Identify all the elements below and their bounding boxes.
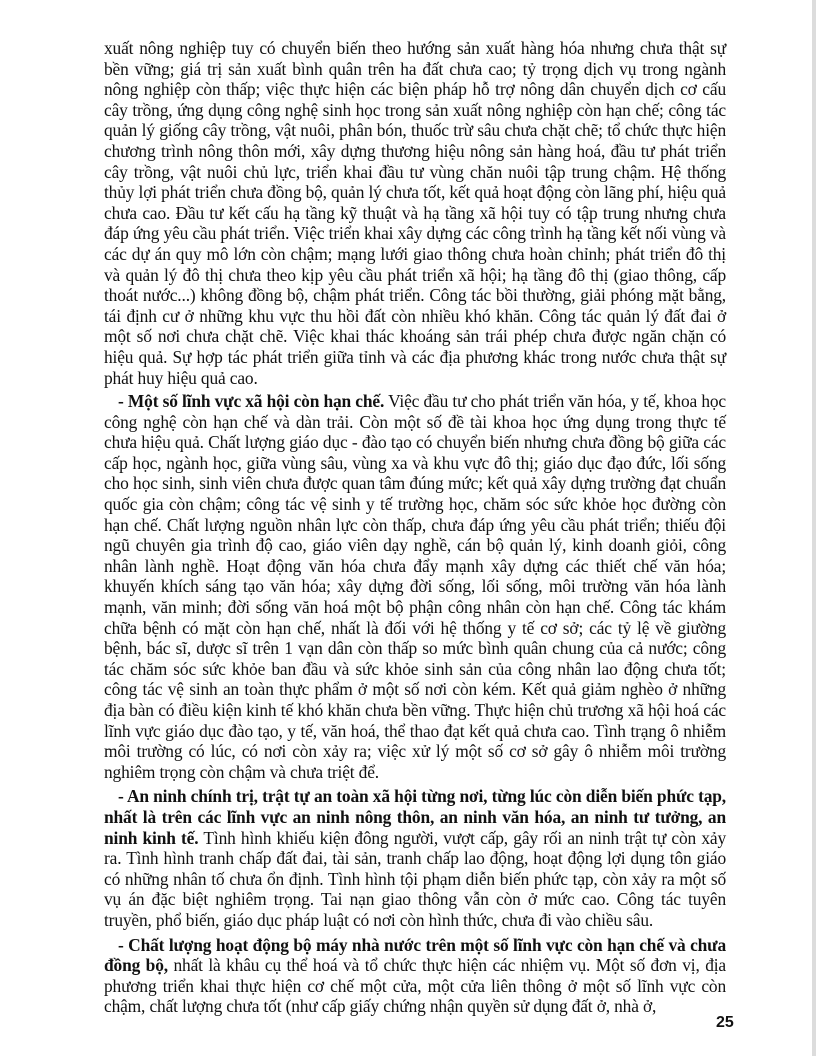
scan-edge bbox=[812, 0, 816, 1056]
paragraph-3-text: Tình hình khiếu kiện đông người, vượt cấp, gây rối an ninh trật tự còn xảy ra. Tình hình tranh chấp đất đai, tài sản, tranh chấp lao động, hoạt động lợi dụng tôn giáo có những nhân tố chưa ổn định. Tình hình tội phạm diễn biến phức tạp, còn xảy ra một số vụ án đặc biệt nghiêm trọng. Tai nạn giao thông vẫn còn ở mức cao. Công tác tuyên truyền, phổ biến, giáo dục pháp luật có nơi còn hình thức, chưa đi vào chiều sâu. bbox=[104, 827, 726, 930]
page-body bbox=[104, 38, 726, 1017]
paragraph-2-text: Việc đầu tư cho phát triển văn hóa, y tế, khoa học công nghệ còn hạn chế và dàn trải. Còn một số đề tài khoa học ứng dụng trong thực tế chưa hiệu quả. Chất lượng giáo dục - đào tạo có chuyển biến nhưng chưa đồng bộ giữa các cấp học, ngành học, giữa vùng sâu, vùng xa và khu vực đô thị; giáo dục đạo đức, lối sống cho học sinh, sinh viên chưa được quan tâm đúng mức; kết quả xây dựng trường đạt chuẩn quốc gia còn chậm; công tác vệ sinh y tế trường học, chăm sóc sức khỏe học đường còn hạn chế. Chất lượng nguồn nhân lực còn thấp, chưa đáp ứng yêu cầu phát triển; thiếu đội ngũ chuyên gia trình độ cao, giáo viên dạy nghề, cán bộ quản lý, kinh doanh giỏi, công nhân lành nghề. Hoạt động văn hóa chưa đẩy mạnh xây dựng các thiết chế văn hóa; khuyến khích sáng tạo văn hóa; xây dựng đời sống, lối sống, môi trường văn hóa lành mạnh, văn minh; đời sống văn hoá một bộ phận công nhân còn hạn chế. Công tác khám chữa bệnh có mặt còn hạn chế, nhất là đối với hệ thống y tế cơ sở; các tỷ lệ về giường bệnh, bác sĩ, dược sĩ trên 1 vạn dân còn thấp so mức bình quân chung của cả nước; công tác chăm sóc sức khỏe ban đầu và sức khỏe sinh sản của công nhân lao động chưa tốt; công tác vệ sinh an toàn thực phẩm ở một số nơi còn kém. Kết quả giảm nghèo ở những địa bàn có điều kiện kinh tế khó khăn chưa bền vững. Thực hiện chủ trương xã hội hoá các lĩnh vực giáo dục đào tạo, y tế, văn hoá, thể thao đạt kết quả chưa cao. Tình trạng ô nhiễm môi trường có lúc, có nơi còn xảy ra; việc xử lý một số cơ sở gây ô nhiễm môi trường nghiêm trọng còn chậm và chưa triệt để. bbox=[104, 391, 726, 782]
paragraph-1 bbox=[104, 38, 726, 388]
paragraph-4 bbox=[104, 935, 726, 1017]
paragraph-3-heading: - An ninh chính trị, trật tự an toàn xã hội từng nơi, từng lúc còn diễn biến phức tạp, nhất là trên các lĩnh vực an ninh nông thôn, an ninh văn hóa, an ninh tư tưởng, an ninh kinh tế. bbox=[104, 786, 726, 848]
paragraph-4-heading: - Chất lượng hoạt động bộ máy nhà nước trên một số lĩnh vực còn hạn chế và chưa đồng bộ, bbox=[104, 934, 726, 976]
paragraph-1-text: xuất nông nghiệp tuy có chuyển biến theo hướng sản xuất hàng hóa nhưng chưa thật sự bền vững; giá trị sản xuất bình quân trên ha đất chưa cao; tỷ trọng dịch vụ trong ngành nông nghiệp còn thấp; việc thực hiện các biện pháp hỗ trợ nông dân chuyển dịch cơ cấu cây trồng, ứng dụng công nghệ sinh học trong sản xuất nông nghiệp còn hạn chế; công tác quản lý giống cây trồng, vật nuôi, phân bón, thuốc trừ sâu chưa chặt chẽ; tổ chức thực hiện chương trình nông thôn mới, xây dựng thương hiệu nông sản hàng hoá, đầu tư phát triển cây trồng, vật nuôi chủ lực, triển khai đầu tư vùng chăn nuôi tập trung chậm. Hệ thống thủy lợi phát triển chưa đồng bộ, quản lý chưa tốt, kết quả hoạt động còn lãng phí, hiệu quả chưa cao. Đầu tư kết cấu hạ tầng kỹ thuật và hạ tầng xã hội tuy có tập trung nhưng chưa đáp ứng yêu cầu phát triển. Việc triển khai xây dựng các công trình hạ tầng kết nối vùng và các dự án quy mô lớn còn chậm; mạng lưới giao thông chưa hoàn chỉnh; phát triển đô thị và quản lý đô thị chưa theo kịp yêu cầu phát triển xã hội; hạ tầng đô thị (giao thông, cấp thoát nước...) không đồng bộ, chậm phát triển. Công tác bồi thường, giải phóng mặt bằng, tái định cư ở những khu vực thu hồi đất còn nhiều khó khăn. Công tác quản lý đất đai ở một số nơi chưa chặt chẽ. Việc khai thác khoáng sản trái phép chưa được ngăn chặn có hiệu quả. Sự hợp tác phát triển giữa tỉnh và các địa phương khác trong nước chưa thật sự phát huy hiệu quả cao. bbox=[104, 38, 726, 388]
paragraph-4-text: nhất là khâu cụ thể hoá và tổ chức thực hiện các nhiệm vụ. Một số đơn vị, địa phương triển khai thực hiện cơ chế một cửa, một cửa liên thông ở một số lĩnh vực còn chậm, chất lượng chưa tốt (như cấp giấy chứng nhận quyền sử dụng đất ở, nhà ở, bbox=[104, 955, 726, 1017]
paragraph-2-heading: - Một số lĩnh vực xã hội còn hạn chế. bbox=[118, 391, 385, 412]
page-number: 25 bbox=[716, 1014, 734, 1031]
paragraph-2 bbox=[104, 391, 726, 782]
paragraph-3 bbox=[104, 786, 726, 930]
